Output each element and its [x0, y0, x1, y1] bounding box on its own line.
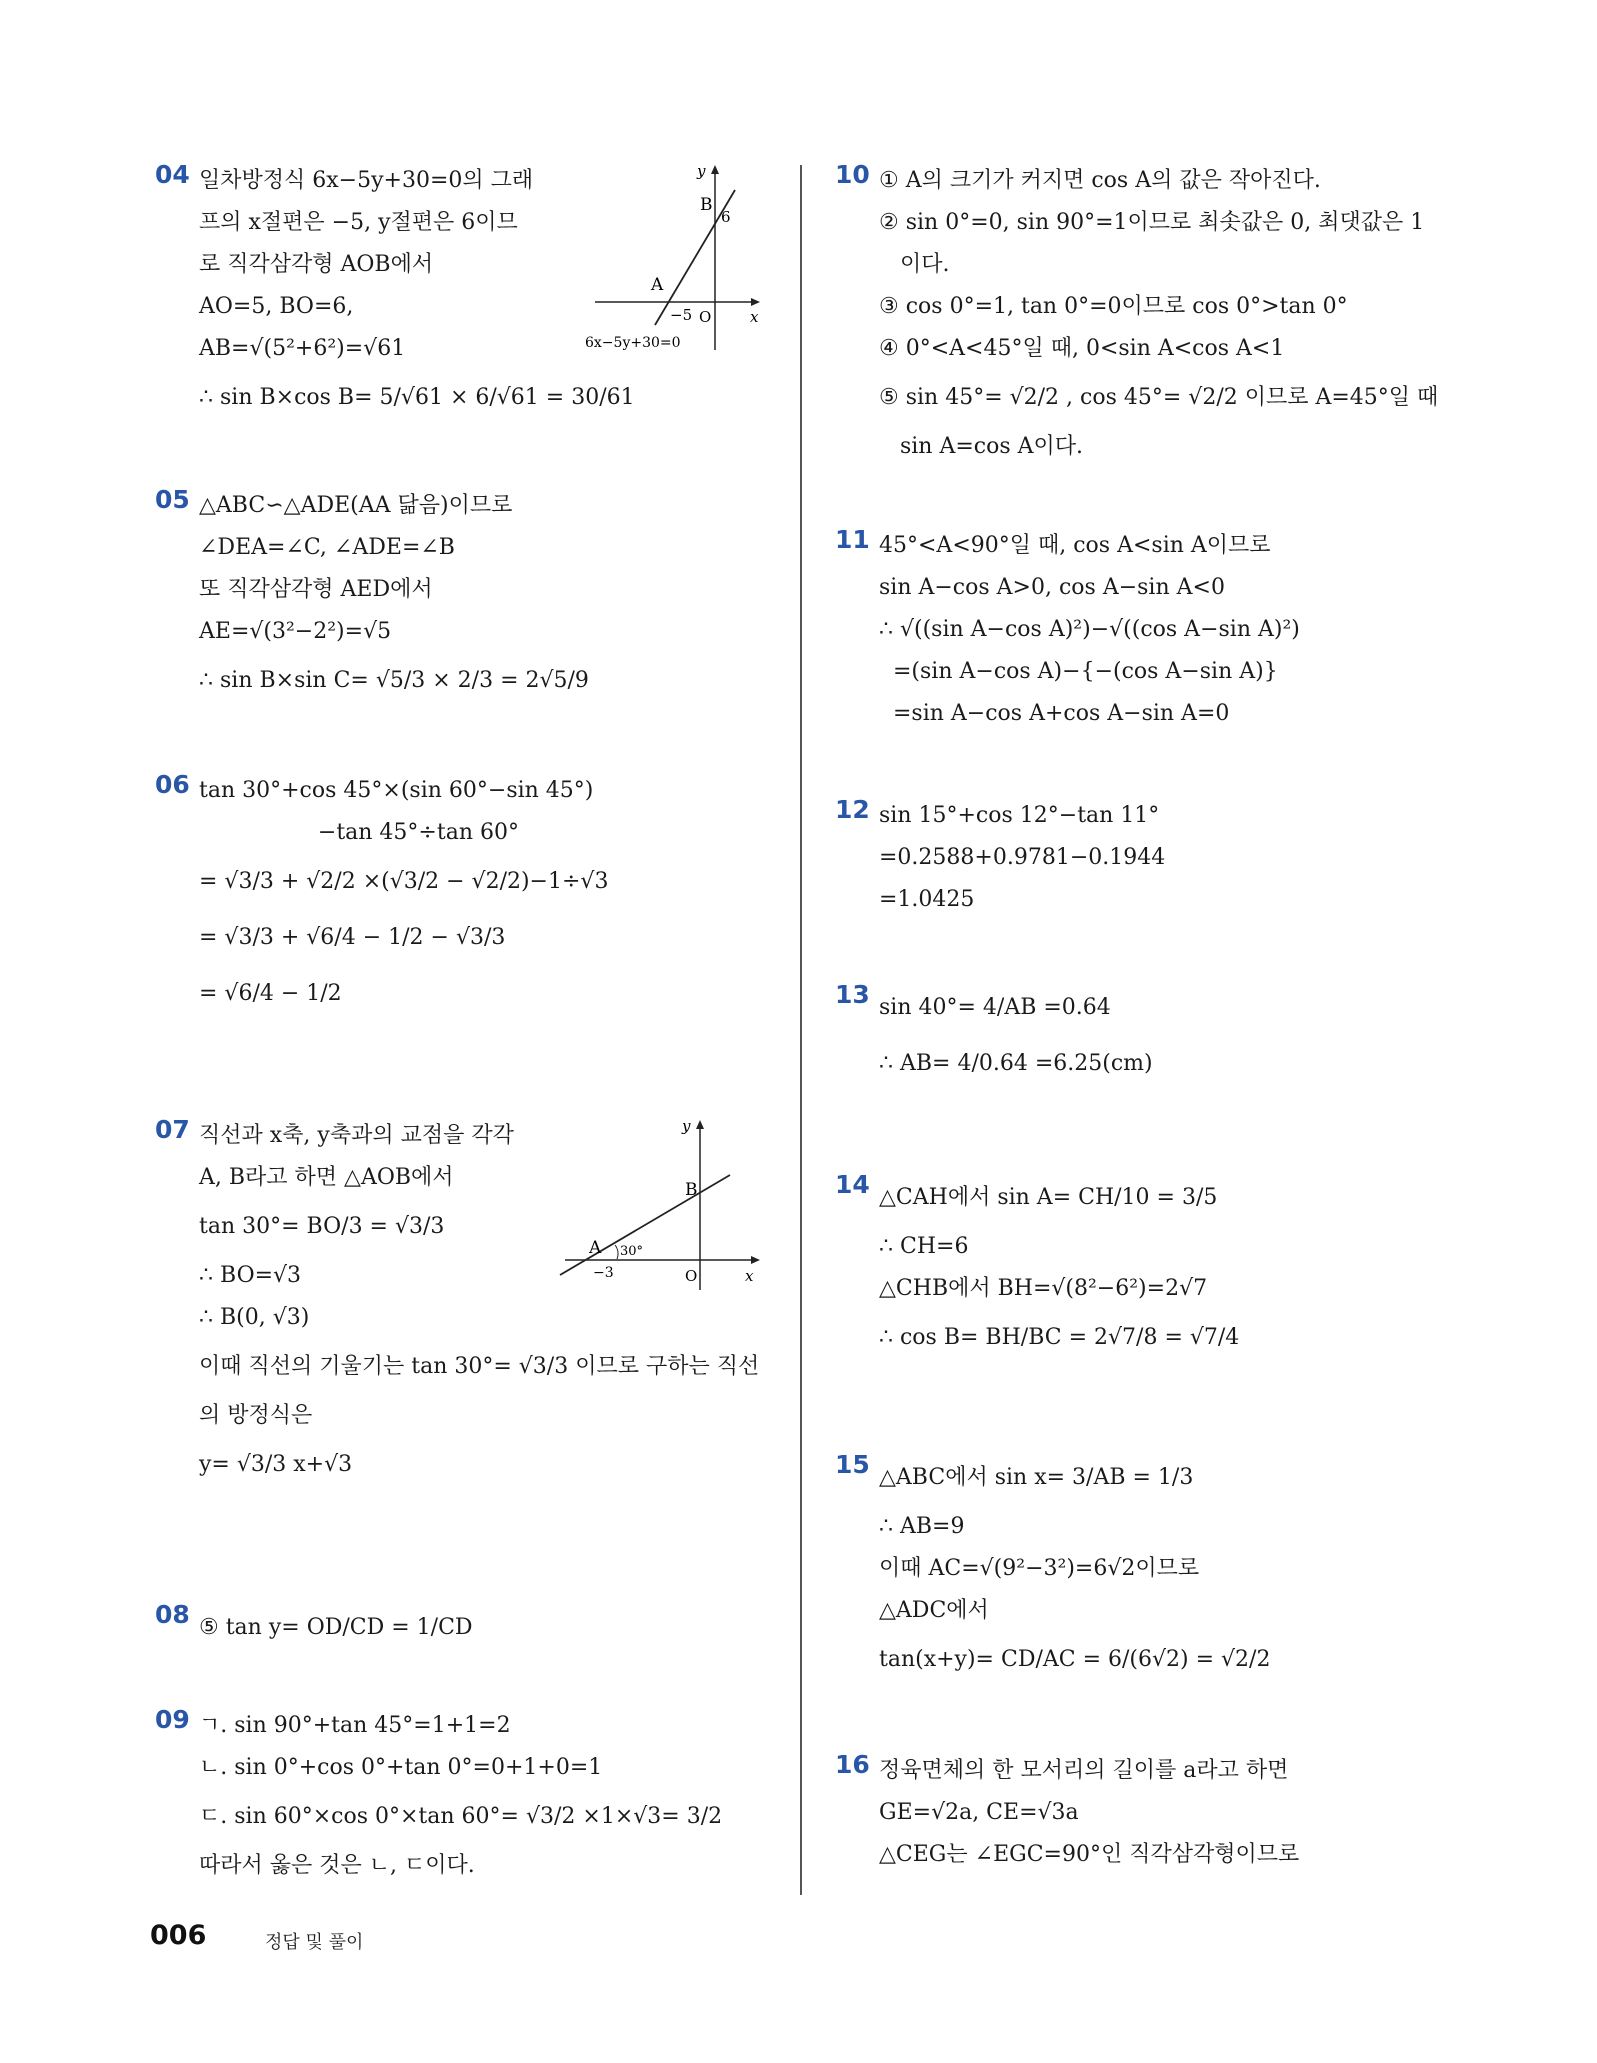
solution-line: =(sin A−cos A)−{−(cos A−sin A)} — [879, 659, 1278, 684]
footer-title: 정답 및 풀이 — [265, 1932, 364, 1953]
solution-line: sin 40°= 4/AB =0.64 — [879, 995, 1111, 1020]
solution-line: A, B라고 하면 △AOB에서 — [199, 1165, 454, 1190]
point-a-label: A — [589, 1238, 602, 1258]
solution-line: ∴ √((sin A−cos A)²)−√((cos A−sin A)²) — [879, 617, 1300, 642]
solution-line: ∴ BO=√3 — [199, 1263, 302, 1288]
problem-number: 14 — [835, 1170, 870, 1199]
solution-line: ⑤ sin 45°= √2/2 , cos 45°= √2/2 이므로 A=45°일 때 — [879, 385, 1439, 410]
problem-number: 13 — [835, 980, 870, 1009]
problem-body — [879, 795, 1165, 921]
problem-body — [879, 1170, 1239, 1366]
solution-line: AE=√(3²−2²)=√5 — [199, 619, 392, 644]
solution-line: tan 30°= BO/3 = √3/3 — [199, 1214, 445, 1239]
solution-line: ∴ sin B×sin C= √5/3 × 2/3 = 2√5/9 — [199, 668, 589, 693]
solution-line: = √6/4 − 1/2 — [199, 981, 342, 1006]
point-b-label: B — [685, 1180, 698, 1200]
solution-line: =0.2588+0.9781−0.1944 — [879, 845, 1166, 870]
solution-line: sin A−cos A>0, cos A−sin A<0 — [879, 575, 1225, 600]
solution-line: AB=√(5²+6²)=√61 — [199, 336, 406, 361]
a-value-label: −3 — [593, 1265, 614, 1281]
problem-number: 11 — [835, 525, 870, 554]
problem-number: 06 — [155, 770, 190, 799]
problem-number: 10 — [835, 160, 870, 189]
problem-body — [199, 1705, 722, 1887]
problem-number: 08 — [155, 1600, 190, 1629]
y-axis-arrow — [711, 165, 719, 174]
problem-body — [199, 1600, 473, 1656]
point-a-label: A — [651, 275, 664, 295]
x-axis-arrow — [751, 1256, 760, 1264]
solution-line: △CEG는 ∠EGC=90°인 직각삼각형이므로 — [879, 1842, 1300, 1867]
solution-line: △ABC에서 sin x= 3/AB = 1/3 — [879, 1465, 1194, 1490]
graph-07 — [555, 1115, 765, 1290]
solution-line: 이때 AC=√(9²−3²)=6√2이므로 — [879, 1556, 1200, 1581]
solution-line: tan 30°+cos 45°×(sin 60°−sin 45°) — [199, 778, 594, 803]
solution-line: GE=√2a, CE=√3a — [879, 1800, 1079, 1825]
solution-line: ⑤ tan y= OD/CD = 1/CD — [199, 1615, 473, 1640]
solution-line: =1.0425 — [879, 887, 975, 912]
problem-number: 05 — [155, 485, 190, 514]
problem-body — [199, 160, 635, 426]
solution-line: sin A=cos A이다. — [879, 434, 1084, 459]
solution-line: 직선과 x축, y축과의 교점을 각각 — [199, 1123, 514, 1148]
solution-line: △CHB에서 BH=√(8²−6²)=2√7 — [879, 1276, 1208, 1301]
solution-line: ∠DEA=∠C, ∠ADE=∠B — [199, 535, 455, 560]
problem-body — [199, 770, 608, 1022]
solution-line: △CAH에서 sin A= CH/10 = 3/5 — [879, 1185, 1218, 1210]
solution-line: 일차방정식 6x−5y+30=0의 그래 — [199, 168, 534, 193]
x-label: x — [745, 1267, 754, 1285]
solution-line: ∴ B(0, √3) — [199, 1305, 310, 1330]
solution-line: ∴ sin B×cos B= 5/√61 × 6/√61 = 30/61 — [199, 385, 635, 410]
solution-line: ∴ AB= 4/0.64 =6.25(cm) — [879, 1051, 1153, 1076]
solution-line: △ADC에서 — [879, 1598, 989, 1623]
solution-line: AO=5, BO=6, — [199, 294, 354, 319]
column-divider — [800, 165, 802, 1895]
x-axis-arrow — [751, 298, 760, 306]
solution-line: 45°<A<90°일 때, cos A<sin A이므로 — [879, 533, 1271, 558]
solution-line: 정육면체의 한 모서리의 길이를 a라고 하면 — [879, 1758, 1289, 1783]
problem-number: 09 — [155, 1705, 190, 1734]
solution-line: 프의 x절편은 −5, y절편은 6이므 — [199, 210, 518, 235]
solution-line: = √3/3 + √2/2 ×(√3/2 − √2/2)−1÷√3 — [199, 869, 609, 894]
solution-line: 의 방정식은 — [199, 1403, 313, 1428]
problem-number: 12 — [835, 795, 870, 824]
problem-body — [199, 485, 589, 709]
solution-line: −tan 45°÷tan 60° — [199, 820, 519, 845]
solution-line: 로 직각삼각형 AOB에서 — [199, 252, 434, 277]
problem-body — [879, 525, 1300, 735]
problem-body — [879, 980, 1153, 1092]
solution-line: 또 직각삼각형 AED에서 — [199, 577, 433, 602]
solution-line: ㄱ. sin 90°+tan 45°=1+1=2 — [199, 1713, 511, 1738]
solution-line: = √3/3 + √6/4 − 1/2 − √3/3 — [199, 925, 506, 950]
solution-line: 따라서 옳은 것은 ㄴ, ㄷ이다. — [199, 1853, 475, 1878]
y-label: y — [682, 1117, 691, 1135]
solution-line: ∴ cos B= BH/BC = 2√7/8 = √7/4 — [879, 1325, 1240, 1350]
origin-label: O — [685, 1267, 698, 1285]
problem-number: 16 — [835, 1750, 870, 1779]
solution-line: =sin A−cos A+cos A−sin A=0 — [879, 701, 1230, 726]
origin-label: O — [699, 308, 712, 326]
angle-arc — [615, 1245, 618, 1259]
page-number: 006 — [150, 1920, 207, 1951]
problem-body — [879, 160, 1438, 468]
problem-body — [879, 1450, 1270, 1688]
solution-line: ∴ AB=9 — [879, 1514, 965, 1539]
y-label: y — [697, 162, 706, 180]
a-value-label: −5 — [670, 306, 693, 324]
solution-line: △ABC∽△ADE(AA 닮음)이므로 — [199, 493, 513, 518]
equation-label: 6x−5y+30=0 — [585, 335, 681, 350]
y-axis-arrow — [696, 1120, 704, 1129]
solution-line: 이다. — [879, 252, 950, 277]
solution-line: ㄷ. sin 60°×cos 0°×tan 60°= √3/2 ×1×√3= 3/2 — [199, 1804, 723, 1829]
solution-line: ㄴ. sin 0°+cos 0°+tan 0°=0+1+0=1 — [199, 1755, 603, 1780]
solution-line: ① A의 크기가 커지면 cos A의 값은 작아진다. — [879, 168, 1321, 193]
point-b-label: B — [700, 195, 713, 215]
solution-line: ② sin 0°=0, sin 90°=1이므로 최솟값은 0, 최댓값은 1 — [879, 210, 1425, 235]
problem-number: 15 — [835, 1450, 870, 1479]
problem-number: 04 — [155, 160, 190, 189]
solution-line: ∴ CH=6 — [879, 1234, 969, 1259]
solution-line: ③ cos 0°=1, tan 0°=0이므로 cos 0°>tan 0° — [879, 294, 1348, 319]
problem-number: 07 — [155, 1115, 190, 1144]
solution-line: sin 15°+cos 12°−tan 11° — [879, 803, 1160, 828]
angle-label: 30° — [620, 1244, 644, 1259]
solution-line: ④ 0°<A<45°일 때, 0<sin A<cos A<1 — [879, 336, 1285, 361]
solution-line: tan(x+y)= CD/AC = 6/(6√2) = √2/2 — [879, 1647, 1271, 1672]
problem-body — [879, 1750, 1299, 1876]
x-label: x — [750, 308, 759, 326]
b-value-label: 6 — [721, 208, 731, 226]
graph-04 — [585, 160, 765, 350]
solution-line: y= √3/3 x+√3 — [199, 1452, 353, 1477]
solution-line: 이때 직선의 기울기는 tan 30°= √3/3 이므로 구하는 직선 — [199, 1354, 760, 1379]
